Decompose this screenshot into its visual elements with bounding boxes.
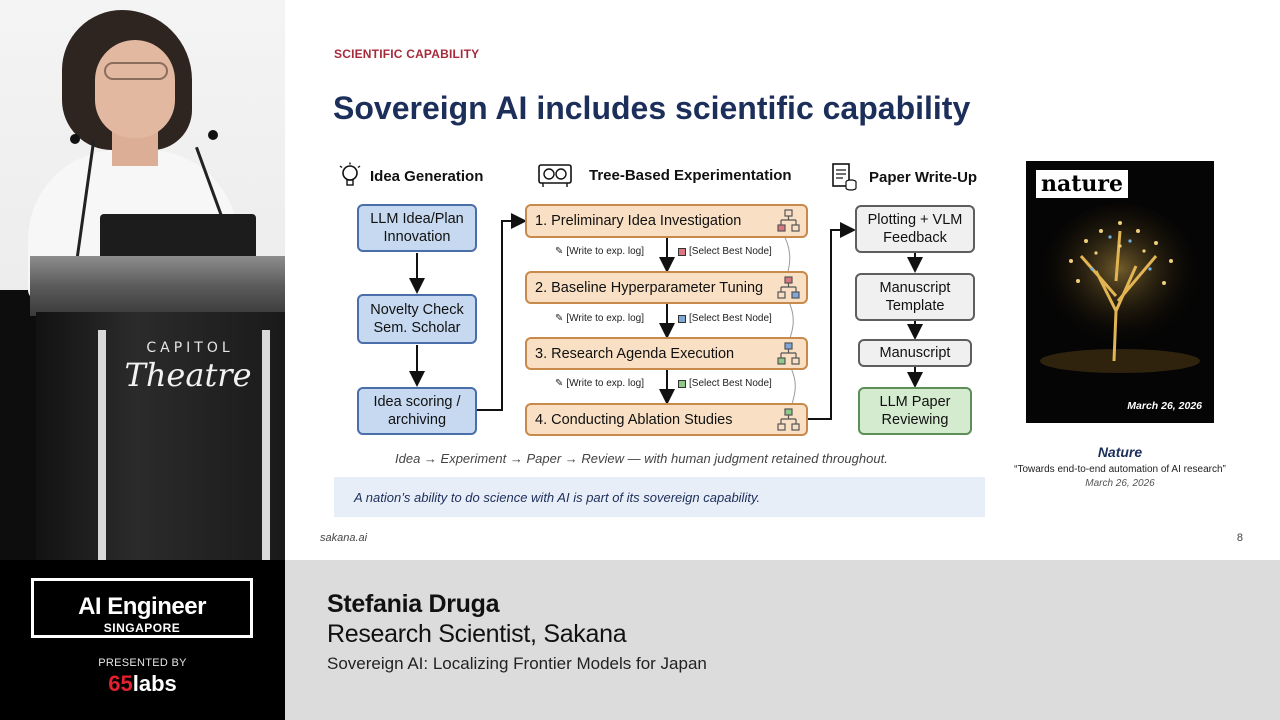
experiment-stage-3 [525, 337, 808, 370]
edit-icon: ✎ [555, 246, 564, 257]
select-node-label-1 [678, 246, 772, 257]
experiment-stage-4 [525, 403, 808, 436]
paper-box-plotting: Plotting + VLM Feedback [855, 205, 975, 253]
lectern-stripe [98, 330, 106, 560]
speaker-info-panel [285, 560, 1280, 720]
talk-title: Sovereign AI: Localizing Frontier Models for Japan [327, 654, 707, 673]
callout-text: A nation’s ability to do science with AI is part of its sovereign capability. [354, 489, 761, 505]
write-log-label-3 [555, 378, 644, 389]
glowing-tree-illustration [1026, 161, 1214, 423]
experiment-stage-2-label: 2. Baseline Hyperparameter Tuning [535, 279, 764, 296]
presented-by: PRESENTED BY [98, 657, 187, 669]
microphone-right-head [208, 130, 218, 140]
slide-kicker: SCIENTIFIC CAPABILITY [334, 47, 480, 61]
write-log-text: [Write to exp. log] [566, 246, 645, 257]
write-log-text: [Write to exp. log] [566, 378, 645, 389]
speaker-role: Research Scientist, Sakana [327, 620, 627, 648]
nature-caption-date: March 26, 2026 [1085, 478, 1155, 489]
experiment-stage-1 [525, 204, 808, 238]
lectern-brand-top: CAPITOL [146, 340, 234, 356]
heading-idea-generation [338, 162, 483, 190]
experiment-stage-2 [525, 271, 808, 304]
experiment-stage-4-label: 4. Conducting Ablation Studies [535, 411, 733, 428]
nature-caption-title: Nature [1097, 444, 1143, 460]
select-node-label-3 [678, 378, 772, 389]
gpu-icon [537, 162, 575, 188]
write-log-label-1 [555, 246, 644, 257]
event-brand-panel [0, 560, 285, 720]
heading-paper-label: Paper Write-Up [869, 168, 978, 186]
node-swatch-red [678, 248, 686, 256]
sponsor-number: 65 [108, 671, 133, 696]
sponsor-word: labs [132, 671, 177, 696]
event-logo [31, 578, 253, 638]
nature-logo: nature [1036, 170, 1128, 198]
event-name: AI Engineer [78, 593, 206, 620]
idea-box-llm-plan: LLM Idea/Plan Innovation [357, 204, 477, 252]
sovereign-callout [334, 477, 985, 517]
slide-footer-url: sakana.ai [320, 532, 368, 544]
nature-caption-quote: “Towards end-to-end automation of AI research” [1014, 464, 1226, 475]
tree-node-icon [777, 209, 801, 235]
nature-cover-date: March 26, 2026 [1127, 400, 1202, 412]
select-node-text: [Select Best Node] [689, 246, 772, 257]
experiment-stage-3-label: 3. Research Agenda Execution [535, 345, 735, 362]
write-log-text: [Write to exp. log] [566, 313, 645, 324]
pipeline-caption: Idea → Experiment → Paper → Review — with human judgment retained throughout. [395, 451, 888, 466]
speaker-video [0, 0, 285, 560]
lightbulb-icon [338, 162, 362, 190]
node-swatch-green [678, 380, 686, 388]
nature-cover-image [1026, 161, 1214, 423]
idea-box-novelty-check: Novelty Check Sem. Scholar [357, 294, 477, 344]
experiment-stage-1-label: 1. Preliminary Idea Investigation [535, 213, 742, 229]
select-node-text: [Select Best Node] [689, 313, 772, 324]
paper-box-template: Manuscript Template [855, 273, 975, 321]
heading-paper-writeup [831, 162, 977, 192]
lectern-top [30, 256, 285, 316]
tree-node-icon [777, 276, 801, 302]
paper-box-manuscript: Manuscript [858, 339, 972, 367]
write-log-label-2 [555, 313, 644, 324]
edit-icon: ✎ [555, 313, 564, 324]
tree-node-icon [777, 408, 801, 434]
event-location: SINGAPORE [103, 621, 181, 635]
presentation-slide [285, 0, 1280, 560]
node-swatch-blue [678, 315, 686, 323]
microphone-left-head [70, 134, 80, 144]
heading-experiment-label: Tree-Based Experimentation [589, 166, 792, 184]
document-icon [831, 162, 857, 192]
sponsor-logo [0, 671, 285, 697]
paper-box-reviewing: LLM Paper Reviewing [858, 387, 972, 435]
laptop [100, 214, 256, 262]
lectern-brand-main: Theatre [124, 356, 252, 394]
stage-shadow [0, 290, 36, 560]
select-node-label-2 [678, 313, 772, 324]
slide-page-number: 8 [1236, 532, 1243, 544]
heading-tree-experimentation [537, 162, 792, 188]
heading-idea-label: Idea Generation [370, 167, 484, 185]
speaker-glasses [104, 62, 168, 80]
tree-node-icon [777, 342, 801, 368]
edit-icon: ✎ [555, 378, 564, 389]
idea-box-scoring: Idea scoring / archiving [357, 387, 477, 435]
slide-title: Sovereign AI includes scientific capability [333, 90, 971, 126]
speaker-face [95, 40, 175, 138]
select-node-text: [Select Best Node] [689, 378, 772, 389]
speaker-name: Stefania Druga [327, 590, 500, 618]
